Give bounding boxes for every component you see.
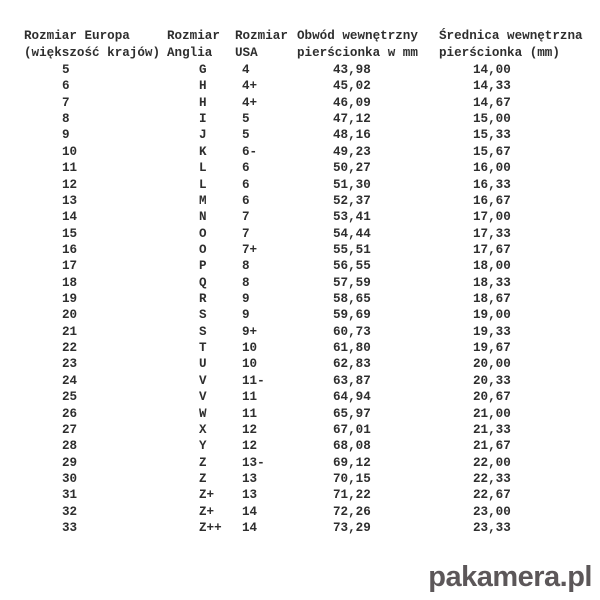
cell-diameter: 22,67 — [473, 488, 511, 503]
cell-diameter: 20,67 — [473, 390, 511, 405]
column-header-europe — [24, 28, 167, 62]
cell-usa-size: 10 — [242, 341, 258, 356]
cell-england-size: L — [199, 161, 207, 176]
cell-circumference: 53,41 — [333, 210, 371, 225]
cell-usa-size: 8 — [242, 275, 250, 290]
cell-circumference: 67,01 — [333, 422, 371, 437]
column-header-line: Rozmiar — [235, 29, 288, 43]
cell-usa-size: 11 — [242, 390, 258, 405]
cell-circumference: 60,73 — [333, 324, 371, 339]
table-row — [24, 111, 599, 127]
cell-diameter: 17,33 — [473, 226, 511, 241]
cell-usa-size: 9 — [242, 292, 250, 307]
table-row — [24, 438, 599, 454]
cell-europe-size: 5 — [62, 63, 70, 77]
cell-circumference: 71,22 — [333, 488, 371, 503]
cell-usa-size: 7 — [242, 226, 250, 241]
table-row — [24, 373, 599, 389]
column-header-diameter — [439, 28, 599, 62]
cell-usa-size: 13 — [242, 488, 258, 503]
cell-usa-size: 5 — [242, 128, 250, 143]
cell-europe-size: 24 — [62, 373, 78, 388]
cell-diameter: 19,00 — [473, 308, 511, 323]
cell-circumference: 45,02 — [333, 79, 371, 94]
cell-diameter: 17,00 — [473, 210, 511, 225]
table-row — [24, 291, 599, 307]
cell-england-size: Y — [199, 439, 207, 454]
table-row — [24, 275, 599, 291]
cell-europe-size: 14 — [62, 210, 78, 225]
cell-europe-size: 21 — [62, 324, 78, 339]
table-row — [24, 389, 599, 405]
cell-circumference: 48,16 — [333, 128, 371, 143]
cell-circumference: 54,44 — [333, 226, 371, 241]
cell-diameter: 17,67 — [473, 242, 511, 257]
cell-england-size: Z++ — [199, 521, 222, 536]
cell-usa-size: 4+ — [242, 79, 258, 94]
cell-england-size: O — [199, 242, 207, 257]
cell-diameter: 20,33 — [473, 373, 511, 388]
cell-diameter: 22,33 — [473, 471, 511, 486]
cell-usa-size: 11 — [242, 406, 258, 421]
cell-england-size: Z+ — [199, 488, 215, 503]
cell-circumference: 69,12 — [333, 455, 371, 470]
cell-usa-size: 5 — [242, 112, 250, 127]
cell-diameter: 16,33 — [473, 177, 511, 192]
cell-europe-size: 15 — [62, 226, 78, 241]
cell-circumference: 57,59 — [333, 275, 371, 290]
cell-europe-size: 9 — [62, 128, 70, 143]
table-row — [24, 62, 599, 78]
cell-circumference: 52,37 — [333, 193, 371, 208]
cell-diameter: 21,67 — [473, 439, 511, 454]
cell-circumference: 63,87 — [333, 373, 371, 388]
cell-england-size: G — [199, 63, 207, 77]
cell-europe-size: 13 — [62, 193, 78, 208]
table-row — [24, 487, 599, 503]
cell-usa-size: 10 — [242, 357, 258, 372]
cell-europe-size: 8 — [62, 112, 70, 127]
column-header-england — [167, 28, 235, 62]
cell-circumference: 56,55 — [333, 259, 371, 274]
cell-england-size: W — [199, 406, 207, 421]
table-row — [24, 78, 599, 94]
cell-usa-size: 4+ — [242, 95, 258, 110]
cell-circumference: 43,98 — [333, 63, 371, 77]
column-header-line: pierścionka w mm — [297, 46, 418, 60]
cell-circumference: 73,29 — [333, 521, 371, 536]
column-header-line: Obwód wewnętrzny — [297, 29, 418, 43]
cell-diameter: 19,67 — [473, 341, 511, 356]
table-row — [24, 504, 599, 520]
table-row — [24, 422, 599, 438]
cell-circumference: 55,51 — [333, 242, 371, 257]
cell-england-size: Z — [199, 455, 207, 470]
table-row — [24, 324, 599, 340]
cell-europe-size: 16 — [62, 242, 78, 257]
column-header-line: Rozmiar Europa — [24, 29, 130, 43]
cell-usa-size: 12 — [242, 439, 258, 454]
cell-diameter: 21,00 — [473, 406, 511, 421]
table-row — [24, 340, 599, 356]
column-header-line: Rozmiar — [167, 29, 220, 43]
cell-england-size: K — [199, 144, 207, 159]
cell-diameter: 20,00 — [473, 357, 511, 372]
cell-circumference: 58,65 — [333, 292, 371, 307]
cell-diameter: 22,00 — [473, 455, 511, 470]
cell-england-size: V — [199, 373, 207, 388]
cell-europe-size: 23 — [62, 357, 78, 372]
column-header-line: Średnica wewnętrzna — [439, 29, 583, 43]
column-header-circumference — [297, 28, 439, 62]
cell-europe-size: 12 — [62, 177, 78, 192]
cell-england-size: Q — [199, 275, 207, 290]
cell-diameter: 16,67 — [473, 193, 511, 208]
cell-usa-size: 7 — [242, 210, 250, 225]
cell-diameter: 14,67 — [473, 95, 511, 110]
cell-europe-size: 33 — [62, 521, 78, 536]
cell-diameter: 16,00 — [473, 161, 511, 176]
cell-usa-size: 6 — [242, 193, 250, 208]
cell-usa-size: 14 — [242, 504, 258, 519]
table-header — [24, 28, 599, 62]
cell-europe-size: 25 — [62, 390, 78, 405]
cell-europe-size: 10 — [62, 144, 78, 159]
cell-england-size: U — [199, 357, 207, 372]
table-row — [24, 242, 599, 258]
cell-usa-size: 13- — [242, 455, 265, 470]
column-header-line: Anglia — [167, 46, 213, 60]
cell-england-size: S — [199, 324, 207, 339]
table-row — [24, 209, 599, 225]
pakamera-logo: pakamera.pl — [428, 561, 592, 593]
cell-circumference: 49,23 — [333, 144, 371, 159]
cell-usa-size: 9+ — [242, 324, 258, 339]
table-row — [24, 95, 599, 111]
cell-circumference: 64,94 — [333, 390, 371, 405]
cell-europe-size: 29 — [62, 455, 78, 470]
cell-europe-size: 27 — [62, 422, 78, 437]
cell-europe-size: 19 — [62, 292, 78, 307]
cell-europe-size: 11 — [62, 161, 78, 176]
table-row — [24, 160, 599, 176]
cell-europe-size: 17 — [62, 259, 78, 274]
cell-europe-size: 32 — [62, 504, 78, 519]
cell-england-size: H — [199, 79, 207, 94]
cell-europe-size: 6 — [62, 79, 70, 94]
cell-england-size: L — [199, 177, 207, 192]
cell-circumference: 47,12 — [333, 112, 371, 127]
cell-diameter: 18,00 — [473, 259, 511, 274]
column-header-line: USA — [235, 46, 258, 60]
cell-diameter: 18,67 — [473, 292, 511, 307]
table-row — [24, 193, 599, 209]
cell-europe-size: 28 — [62, 439, 78, 454]
cell-circumference: 65,97 — [333, 406, 371, 421]
table-row — [24, 258, 599, 274]
column-header-line: pierścionka (mm) — [439, 46, 560, 60]
cell-england-size: O — [199, 226, 207, 241]
cell-diameter: 23,33 — [473, 521, 511, 536]
cell-circumference: 50,27 — [333, 161, 371, 176]
table-row — [24, 144, 599, 160]
cell-europe-size: 30 — [62, 471, 78, 486]
cell-usa-size: 6- — [242, 144, 258, 159]
cell-usa-size: 8 — [242, 259, 250, 274]
cell-diameter: 14,00 — [473, 63, 511, 77]
cell-usa-size: 7+ — [242, 242, 258, 257]
cell-diameter: 19,33 — [473, 324, 511, 339]
cell-diameter: 18,33 — [473, 275, 511, 290]
cell-diameter: 23,00 — [473, 504, 511, 519]
cell-england-size: S — [199, 308, 207, 323]
cell-england-size: X — [199, 422, 207, 437]
cell-diameter: 14,33 — [473, 79, 511, 94]
cell-europe-size: 26 — [62, 406, 78, 421]
table-row — [24, 307, 599, 323]
cell-circumference: 61,80 — [333, 341, 371, 356]
column-header-line: (większość krajów) — [24, 46, 161, 60]
cell-circumference: 68,08 — [333, 439, 371, 454]
table-row — [24, 406, 599, 422]
cell-circumference: 70,15 — [333, 471, 371, 486]
cell-england-size: T — [199, 341, 207, 356]
ring-size-table — [24, 28, 599, 536]
cell-usa-size: 11- — [242, 373, 265, 388]
cell-usa-size: 6 — [242, 161, 250, 176]
cell-england-size: Z+ — [199, 504, 215, 519]
cell-england-size: Z — [199, 471, 207, 486]
table-row — [24, 177, 599, 193]
header-row — [24, 28, 599, 62]
cell-diameter: 15,00 — [473, 112, 511, 127]
cell-circumference: 51,30 — [333, 177, 371, 192]
cell-usa-size: 4 — [242, 63, 250, 77]
cell-circumference: 59,69 — [333, 308, 371, 323]
table-body — [24, 62, 599, 536]
table-row — [24, 520, 599, 536]
cell-usa-size: 9 — [242, 308, 250, 323]
cell-england-size: M — [199, 193, 207, 208]
cell-circumference: 62,83 — [333, 357, 371, 372]
cell-england-size: J — [199, 128, 207, 143]
table-row — [24, 455, 599, 471]
table-row — [24, 226, 599, 242]
cell-diameter: 15,33 — [473, 128, 511, 143]
cell-england-size: P — [199, 259, 207, 274]
table-row — [24, 471, 599, 487]
cell-europe-size: 22 — [62, 341, 78, 356]
cell-europe-size: 31 — [62, 488, 78, 503]
table-row — [24, 127, 599, 143]
cell-usa-size: 6 — [242, 177, 250, 192]
cell-england-size: R — [199, 292, 207, 307]
cell-europe-size: 7 — [62, 95, 70, 110]
cell-circumference: 46,09 — [333, 95, 371, 110]
cell-europe-size: 20 — [62, 308, 78, 323]
cell-england-size: H — [199, 95, 207, 110]
cell-england-size: I — [199, 112, 207, 127]
cell-circumference: 72,26 — [333, 504, 371, 519]
cell-usa-size: 12 — [242, 422, 258, 437]
cell-england-size: N — [199, 210, 207, 225]
cell-usa-size: 14 — [242, 521, 258, 536]
cell-europe-size: 18 — [62, 275, 78, 290]
column-header-usa — [235, 28, 297, 62]
cell-diameter: 15,67 — [473, 144, 511, 159]
cell-usa-size: 13 — [242, 471, 258, 486]
table-row — [24, 356, 599, 372]
cell-england-size: V — [199, 390, 207, 405]
cell-diameter: 21,33 — [473, 422, 511, 437]
